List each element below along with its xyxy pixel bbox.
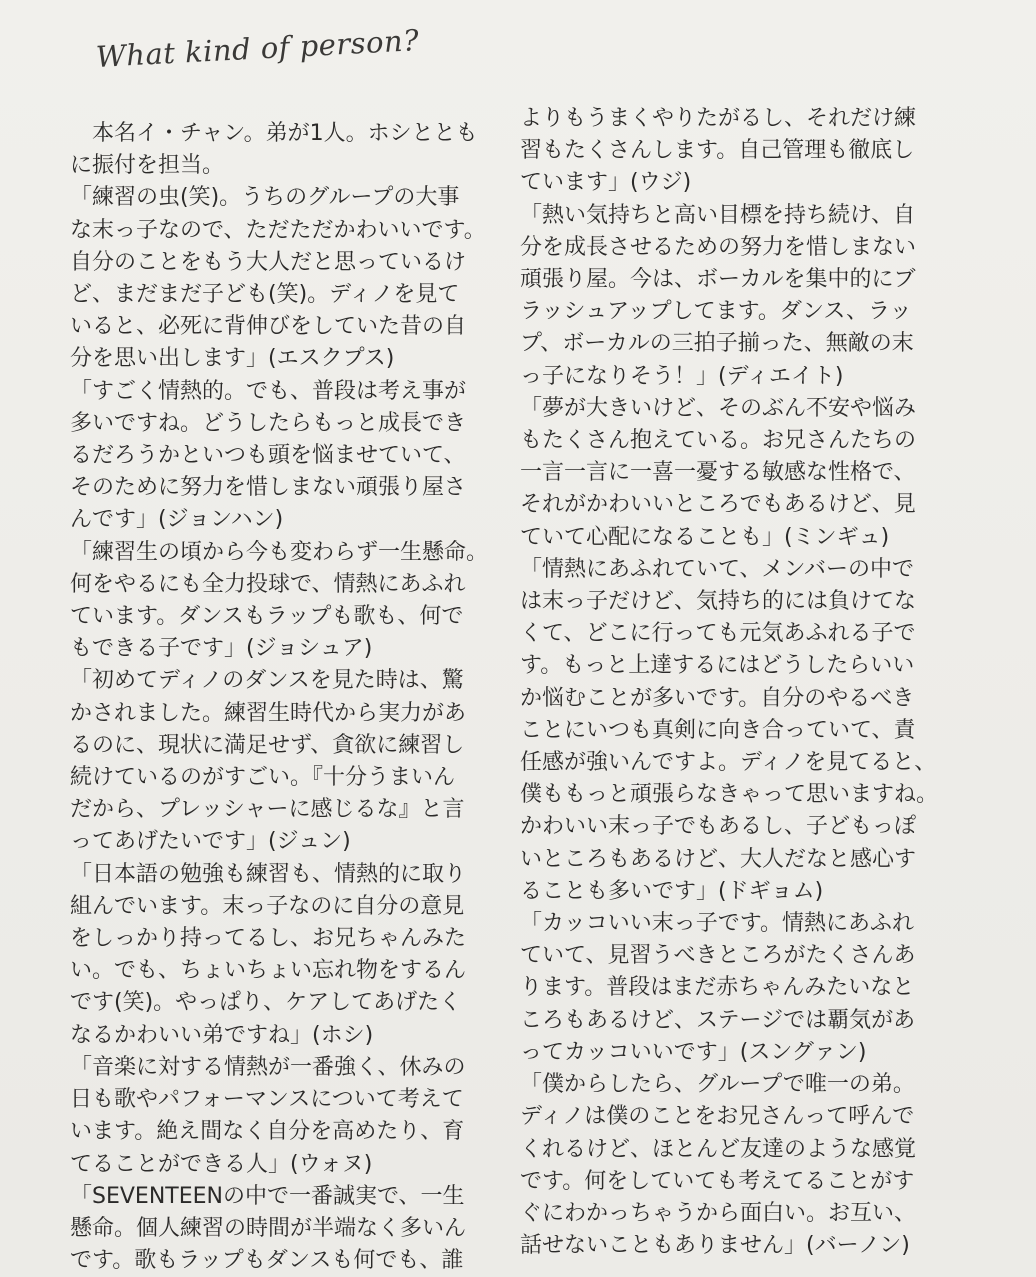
quote-paragraph: 「僕からしたら、グループで唯一の弟。 ディノは僕のことをお兄さんって呼んで くれるけど、ほとんど友達のような感覚 です。何をしていても考えてることがす ぐにわかっちゃうから面白い。お互い、 話せないこともありません」(バーノン) <box>520 1072 917 1259</box>
left-text-column <box>70 118 510 1277</box>
section-heading: What kind of person? <box>95 23 420 74</box>
intro-paragraph: 本名イ・チャン。弟が1人。ホシととも に振付を担当。 <box>70 121 478 179</box>
quote-paragraph: よりもうまくやりたがるし、それだけ練 習もたくさんします。自己管理も徹底し ています」(ウジ) <box>520 106 917 196</box>
quote-paragraph: 「すごく情熱的。でも、普段は考え事が 多いですね。どうしたらもっと成長でき るだろうかといつも頭を悩ませていて、 そのために努力を惜しまない頑張り屋さ んです」(ジョンハン) <box>70 378 467 533</box>
quote-paragraph: 「カッコいい末っ子です。情熱にあふれ ていて、見習うべきところがたくさんあ ります。普段はまだ赤ちゃんみたいなと ころもあるけど、ステージでは覇気があ ってカッコいいです」(スングァン) <box>520 911 916 1065</box>
quote-paragraph: 「初めてディノのダンスを見た時は、驚 かされました。練習生時代から実力があ るのに、現状に満足せず、貪欲に練習し 続けているのがすごい。『十分うまいん だから、プレッシャーに感じるな』と言 ってあげたいです」(ジュン) <box>70 668 467 855</box>
quote-paragraph: 「夢が大きいけど、そのぶん不安や悩み もたくさん抱えている。お兄さんたちの 一言一言に一喜一憂する敏感な性格で、 それがかわいいところでもあるけど、見 ていて心配になることも」(ミンギュ) <box>520 395 917 550</box>
quote-paragraph: 「練習生の頃から今も変わらず一生懸命。 何をやるにも全力投球で、情熱にあふれ ています。ダンスもラップも歌も、何で もできる子です」(ジョシュア) <box>70 539 489 662</box>
quote-paragraph: 「音楽に対する情熱が一番強く、休みの 日も歌やパフォーマンスについて考えて います。絶え間なく自分を高めたり、育 てることができる人」(ウォヌ) <box>70 1054 466 1177</box>
quote-paragraph: 「日本語の勉強も練習も、情熱的に取り 組んでいます。末っ子なのに自分の意見 をしっかり持ってるし、お兄ちゃんみた い。でも、ちょいちょい忘れ物をするん です(笑)。やっぱり、ケアしてあげたく なるかわいい弟ですね」(ホシ) <box>70 861 467 1048</box>
quote-paragraph: 「情熱にあふれていて、メンバーの中で は末っ子だけど、気持ち的には負けてな くて、どこに行っても元気あふれる子で す。もっと上達するにはどうしたらいい か悩むことが多いです。自分のやるべき ことにいつも真剣に向き合っていて、責 任感が強いんですよ。ディノを見てると、 僕ももっと頑張らなきゃって思いますね。 かわいい末っ子でもあるし、子どもっぽ いところもあるけど、大人だなと感心す ることも多いです」(ドギョム) <box>520 556 939 904</box>
quote-paragraph: 「練習の虫(笑)。うちのグループの大事 な末っ子なので、ただただかわいいです。 自分のことをもう大人だと思っているけ ど、まだまだ子ども(笑)。ディノを見て いると、必死に背伸びをしていた昔の自 分を思い出します」(エスクプス) <box>70 185 486 372</box>
right-text-column <box>520 103 970 1262</box>
quote-paragraph: 「SEVENTEENの中で一番誠実で、一生 懸命。個人練習の時間が半端なく多いん です。歌もラップもダンスも何でも、誰 <box>70 1183 467 1274</box>
quote-paragraph: 「熱い気持ちと高い目標を持ち続け、自 分を成長させるための努力を惜しまない 頑張り屋。今は、ボーカルを集中的にブ ラッシュアップしてます。ダンス、ラッ プ、ボーカルの三拍子揃った、無敵の末 っ子になりそう！」(ディエイト) <box>520 202 917 389</box>
